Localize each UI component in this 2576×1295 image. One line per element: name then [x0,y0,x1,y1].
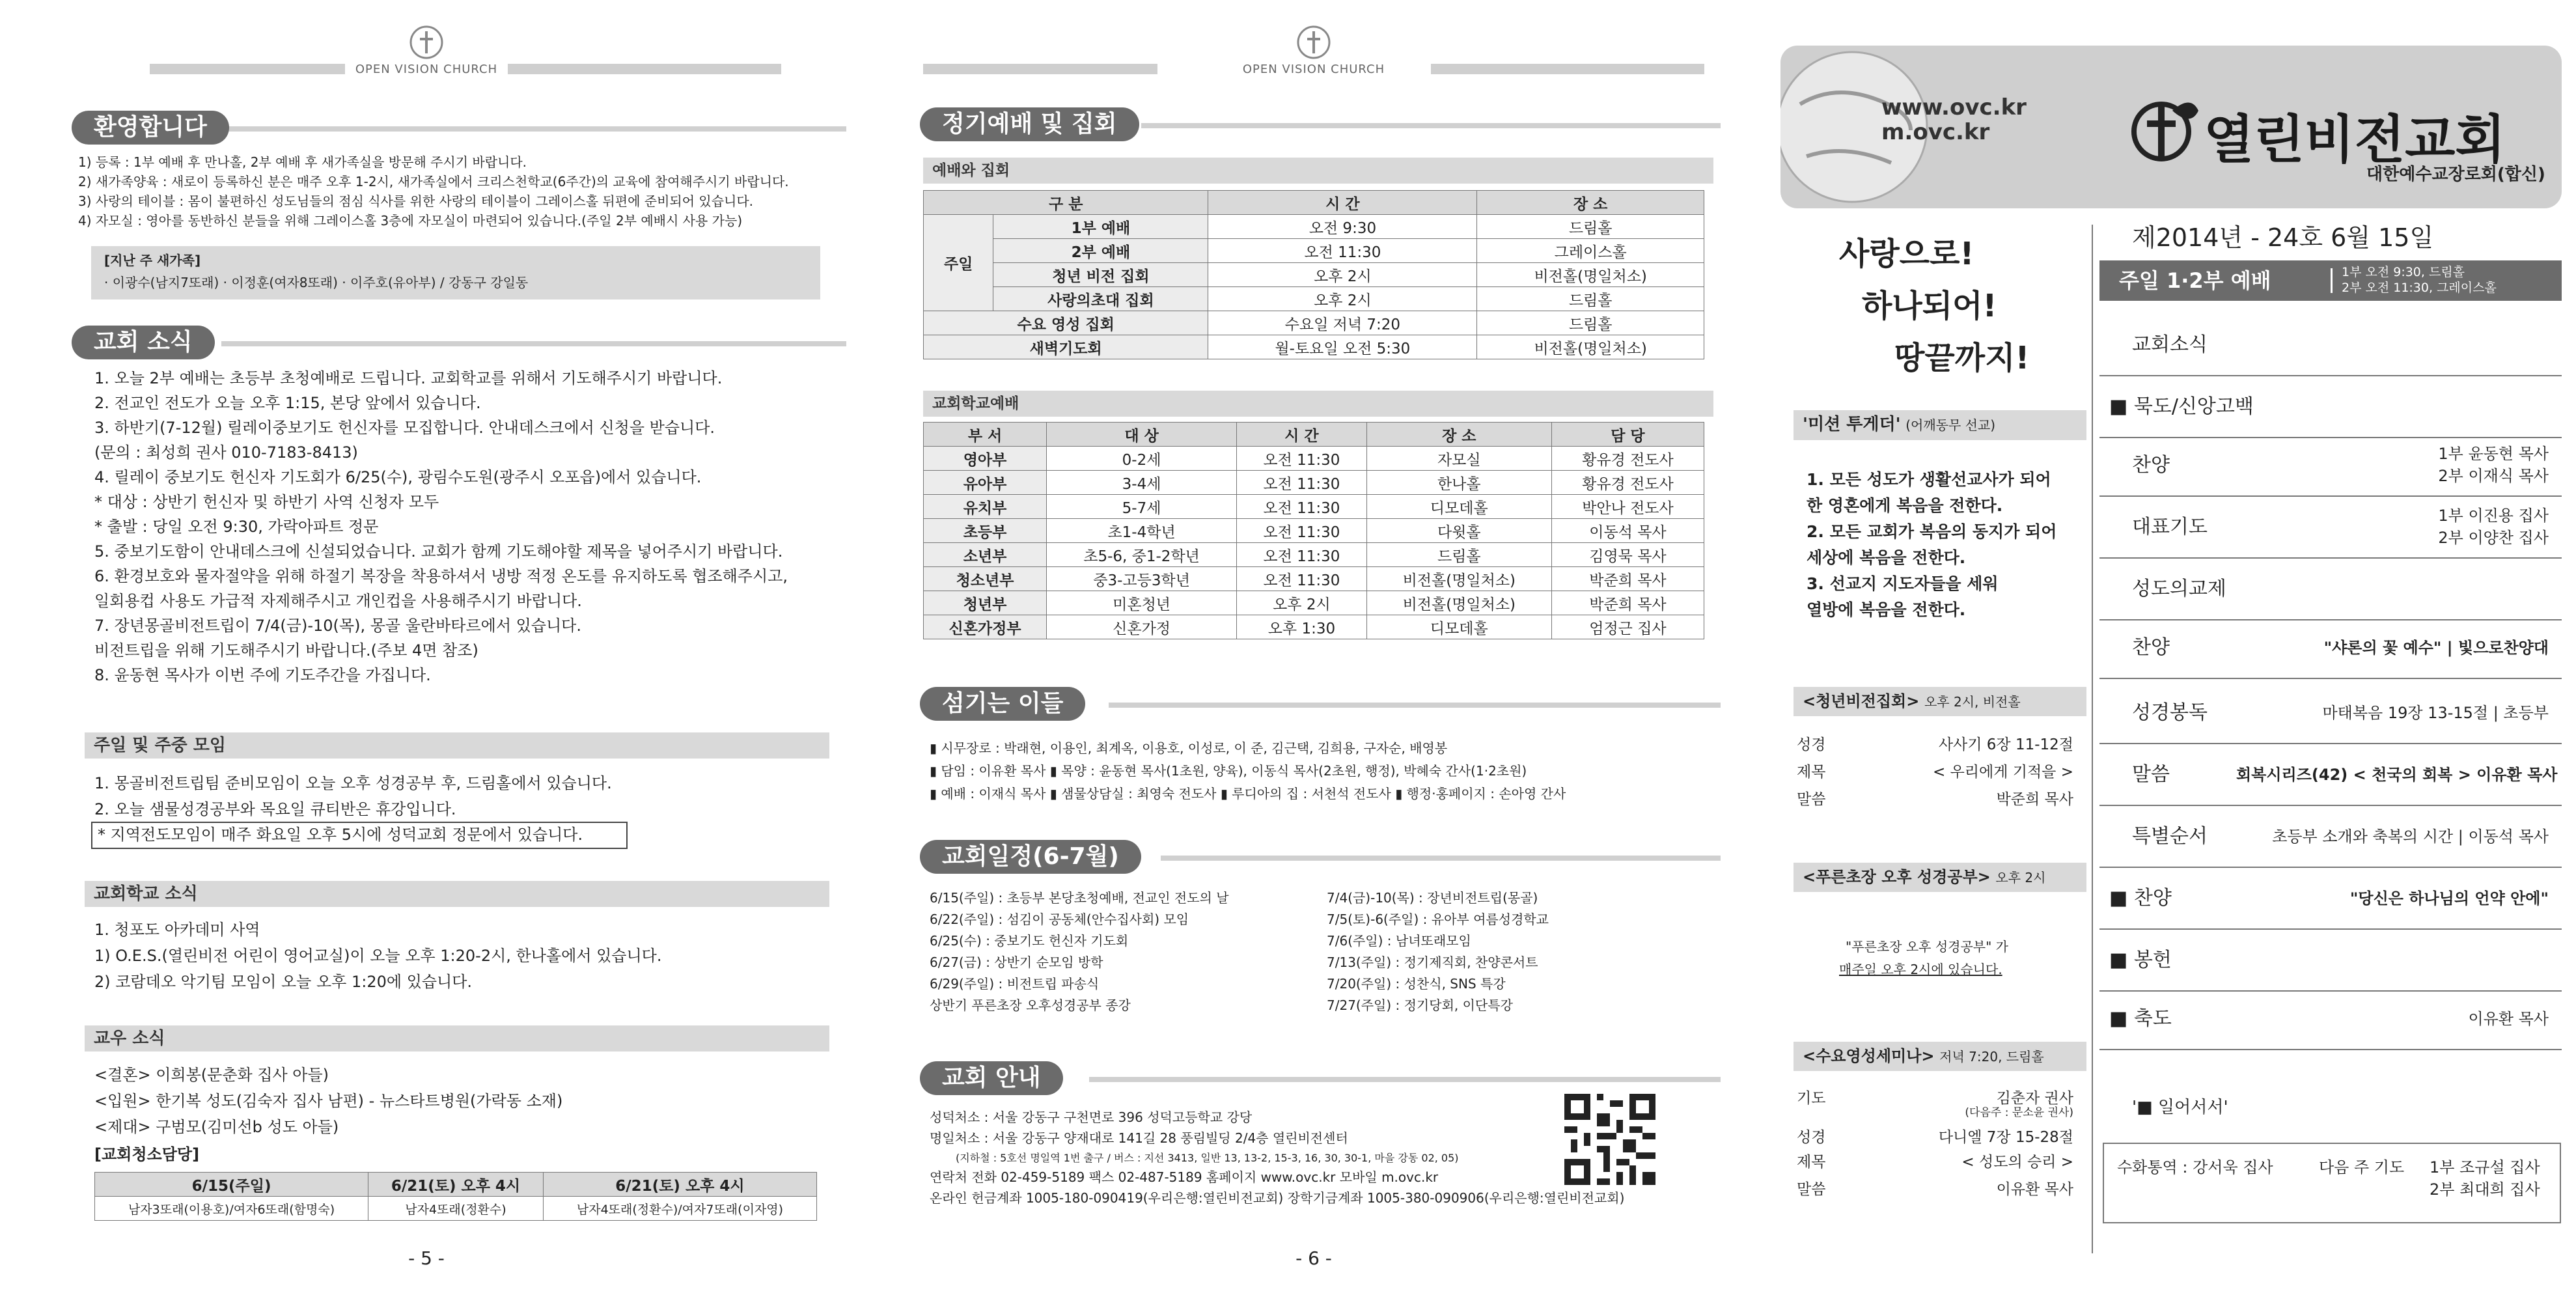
order-value: 2부 이재식 목사 [2438,467,2549,485]
slogan-line: 땅끝까지! [1894,340,2030,376]
section-title: 교회 안내 [920,1061,1063,1095]
church-name-en: OPEN VISION CHURCH [1242,63,1385,76]
divider [2099,867,2562,868]
section-title: 정기예배 및 집회 [920,107,1139,141]
divider [2099,375,2562,376]
page-5 [0,0,853,1295]
section-title: 교회일정(6-7월) [920,840,1141,874]
news-item: 7. 장년몽골비전트립이 7/4(금)-10(목), 몽골 울란바타르에서 있습니다. [94,617,581,635]
mission-line: 3. 선교지 지도자들을 세워 [1807,574,1999,593]
mission-line: 1. 모든 성도가 생활선교사가 되어 [1807,470,2051,489]
row-label: 성경 [1797,1129,1826,1146]
order-value: 회복시리즈(42) < 천국의 회복 > 이유환 목사 [2236,766,2558,784]
divider [2099,990,2562,992]
divider [2099,928,2562,930]
news-item: (문의 : 최성희 권사 010-7183-8413) [94,443,358,462]
divider [2099,743,2562,744]
news-item: 3. 하반기(7-12월) 릴레이중보기도 헌신자를 모집합니다. 안내데스크에서 신청을 받습니다. [94,419,715,437]
slogan-line: 사랑으로! [1839,236,1974,272]
table-row: 수요 영성 집회 수요일 저녁 7:20 드림홀 [924,311,1704,335]
service-banner: 주일 1·2부 예배 1부 오전 9:30, 드림홀 2부 오전 11:30, 그레이스홀 [2099,260,2562,301]
order-label: 성경봉독 [2132,701,2208,724]
news-item: 1. 오늘 2부 예배는 초등부 초청예배로 드립니다. 교회학교를 위해서 기도해주시기 바랍니다. [94,369,723,387]
table-row: 2부 예배 오전 11:30 그레이스홀 [924,239,1704,263]
order-label: 교회소식 [2132,333,2208,356]
table-row: 영아부 0-2세 오전 11:30 자모실 황유경 전도사 [924,447,1704,471]
schedule-item: 6/27(금) : 상반기 순모임 방학 [930,954,1103,970]
order-value: 1부 윤동현 목사 [2438,445,2549,463]
school-item: 1) O.E.S.(열린비전 어린이 영어교실)이 오늘 오후 1:20-2시, 한나홀에서 있습니다. [94,947,662,965]
news-item: 4. 릴레이 중보기도 헌신자 기도회가 6/25(수), 광림수도원(광주시 오포읍)에서 있습니다. [94,468,702,486]
order-label: 성도의교제 [2132,578,2226,600]
order-value: 초등부 소개와 축복의 시간 | 이동석 목사 [2272,828,2549,846]
denomination: 대한예수교장로회(합신) [2366,165,2545,184]
table-row: 청년부 미혼청년 오후 2시 비전홀(명일처소) 박준희 목사 [924,591,1704,615]
page-header [0,25,853,77]
order-value: 2부 이양찬 집사 [2438,529,2549,547]
meadow-note: "푸른초장 오후 성경공부" 가 [1846,939,2008,954]
slogan-line: 하나되어! [1862,288,1997,324]
church-logo-icon [1296,25,1331,60]
guide-line: 성덕처소 : 서울 강동구 구천면로 396 성덕고등학교 강당 [930,1109,1253,1125]
order-label: ■ 축도 [2109,1007,2172,1030]
order-label: ■ 묵도/신앙고백 [2109,395,2254,418]
divider [2099,678,2562,679]
table-row: 유치부 5-7세 오전 11:30 디모데홀 박안나 전도사 [924,495,1704,519]
divider [2099,1049,2562,1050]
divider [2099,619,2562,620]
section-title: 환영합니다 [72,111,229,145]
divider [2099,805,2562,806]
boxed-notice: * 지역전도모임이 매주 화요일 오후 5시에 성덕교회 정문에서 있습니다. [91,822,628,849]
member-item: <입원> 한기복 성도(김숙자 집사 남편) - 뉴스타트병원(가락동 소재) [94,1092,563,1110]
news-item: 2. 전교인 전도가 오늘 오후 1:15, 본당 앞에서 있습니다. [94,394,481,412]
welcome-item: 2) 새가족양육 : 새로이 등록하신 분은 매주 오후 1-2시, 새가족실에서 크리스천학교(6주간)의 교육에 참여해주시기 바랍니다. [78,174,789,189]
order-label: ■ 봉헌 [2109,949,2172,971]
table-row: 청년 비전 집회 오후 2시 비전홀(명일처소) [924,263,1704,287]
guide-line: (지하철 : 5호선 명일역 1번 출구 / 버스 : 지선 3413, 일반 13, 13-2, 15-3, 16, 30, 30-1, 마을 강동 02, 05) [956,1152,1459,1164]
new-family-box [91,246,820,299]
order-label: 대표기도 [2132,516,2208,538]
table-row: 유아부 3-4세 오전 11:30 한나홀 황유경 전도사 [924,471,1704,495]
order-label: 말씀 [2132,763,2170,786]
page-header [858,25,1769,77]
member-item: <결혼> 이희봉(문춘화 집사 아들) [94,1066,329,1084]
mission-line: 열방에 복음을 전한다. [1807,600,1966,619]
schedule-item: 7/6(주일) : 남녀또래모임 [1327,933,1471,949]
divider [2099,437,2562,438]
row-label: 제목 [1797,1154,1826,1171]
divider [2099,495,2562,497]
servers-line: ▮ 시무장로 : 박래현, 이용인, 최계옥, 이용호, 이성로, 이 준, 김근택, 김희용, 구자순, 배영봉 [930,740,1448,756]
church-logo-icon [2126,91,2204,169]
schedule-item: 7/27(주일) : 정기당회, 이단특강 [1327,997,1513,1013]
table-row: 초등부 초1-4학년 오전 11:30 다윗홀 이동석 목사 [924,519,1704,543]
wed-box: <수요영성세미나> 저녁 7:20, 드림홀 [1794,1042,2086,1071]
schedule-item: 6/29(주일) : 비전트립 파송식 [930,976,1100,992]
mission-line: 2. 모든 교회가 복음의 동지가 되어 [1807,522,2057,541]
welcome-item: 1) 등록 : 1부 예배 후 만나홀, 2부 예배 후 새가족실을 방문해 주시기 바랍니다. [78,154,527,170]
page-number: - 6 - [1295,1247,1332,1269]
mission-title-box: '미션 투게더' (어깨동무 선교) [1794,410,2086,440]
guide-line: 연락처 전화 02-459-5189 팩스 02-487-5189 홈페이지 www.ovc.kr 모바일 m.ovc.kr [930,1169,1439,1185]
cleaning-table: 6/15(주일) 6/21(토) 오후 4시 6/21(토) 오후 4시 남자3또래(이용호)/여자6또래(함명숙) 남자4또래(정환수) 남자4또래(정환수)/여자7또래(이자영) [94,1172,817,1221]
news-item: * 출발 : 당일 오전 9:30, 가락아파트 정문 [94,518,379,536]
table-row: 청소년부 중3-고등3학년 오전 11:30 비전홀(명일처소) 박준희 목사 [924,567,1704,591]
issue-number: 제2014년 - 24호 6월 15일 [2132,223,2434,252]
meadow-box: <푸른초장 오후 성경공부> 오후 2시 [1794,863,2086,892]
table-row: 소년부 초5-6, 중1-2학년 오전 11:30 드림홀 김영묵 목사 [924,543,1704,567]
page-6 [858,0,1769,1295]
divider [2099,557,2562,559]
row-value: (다음주 : 문소윤 권사) [1965,1106,2073,1119]
row-label: 말씀 [1797,791,1826,808]
row-label: 말씀 [1797,1181,1826,1198]
schedule-item: 7/20(주일) : 성찬식, SNS 특강 [1327,976,1506,992]
section-title: 섬기는 이들 [920,687,1085,721]
row-value: < 성도의 승리 > [1961,1154,2073,1171]
website-url[interactable]: www.ovc.kr [1881,94,2027,120]
row-value: 김춘자 권사 [1996,1090,2073,1107]
row-label: 제목 [1797,764,1826,781]
schedule-item: 7/4(금)-10(목) : 장년비전트립(몽골) [1327,890,1538,906]
subsection-title: 교회학교예배 [923,391,1713,417]
news-item: 6. 환경보호와 물자절약을 위해 하절기 복장을 착용하셔서 냉방 적정 온도를 유지하도록 협조해주시고, [94,567,788,585]
servers-line: ▮ 예배 : 이재식 목사 ▮ 샘물상담실 : 최영숙 전도사 ▮ 루디아의 집 : 서천석 전도사 ▮ 행정·홍페이지 : 손아영 간사 [930,786,1566,801]
youth-box: <청년비전집회> 오후 2시, 비전홀 [1794,687,2086,716]
welcome-item: 4) 자모실 : 영아를 동반하신 분들을 위해 그레이스홀 3층에 자모실이 마련되어 있습니다.(주일 2부 예배시 사용 가능) [78,213,743,229]
cover-banner [1780,46,2562,208]
schedule-item: 7/13(주일) : 정기제직회, 찬양콘서트 [1327,954,1538,970]
order-label: 찬양 [2132,636,2170,659]
cleaning-label: [교회청소담당] [94,1145,200,1163]
school-item: 1. 청포도 아카데미 사역 [94,921,260,939]
news-item: 비전트립을 위해 기도해주시기 바랍니다.(주보 4면 참조) [94,641,478,660]
servers-line: ▮ 담임 : 이유환 목사 ▮ 목양 : 윤동현 목사(1초원, 양육), 이동식 목사(2초원, 행정), 박혜숙 간사(1·2초원) [930,763,1527,779]
table-row: 새벽기도회 월-토요일 오전 5:30 비전홀(명일처소) [924,335,1704,359]
footer-box: 수화통역 : 강서욱 집사 다음 주 기도 1부 조규설 집사 2부 최대희 집사 [2103,1143,2561,1223]
news-item: * 대상 : 상반기 헌신자 및 하반기 사역 신청자 모두 [94,493,439,511]
order-value: "샤론의 꽃 예수" | 빛으로찬양대 [2323,639,2549,657]
schedule-item: 7/5(토)-6(주일) : 유아부 여름성경학교 [1327,912,1549,927]
welcome-item: 3) 사랑의 테이블 : 몸이 불편하신 성도님들의 점심 식사를 위한 사랑의 테이블이 그레이스홀 뒤편에 준비되어 있습니다. [78,193,754,209]
guide-line: 명일처소 : 서울 강동구 양재대로 141길 28 풍림빌딩 2/4층 열린비전센터 [930,1130,1348,1146]
order-label: 특별순서 [2132,825,2208,848]
table-row: 사랑의초대 집회 오후 2시 드림홀 [924,287,1704,311]
news-item: 5. 중보기도함이 안내데스크에 신설되었습니다. 교회가 함께 기도해야할 제목을 넣어주시기 바랍니다. [94,542,783,561]
mission-line: 한 영혼에게 복음을 전한다. [1807,496,2003,515]
subsection-title: 주일 및 주중 모임 [85,732,829,759]
member-item: <제대> 구범모(김미선b 성도 아들) [94,1118,339,1136]
page-number: - 5 - [408,1247,445,1269]
schedule-item: 6/22(주일) : 섬김이 공동체(안수집사회) 모임 [930,912,1189,927]
worship-table: 구 분 시 간 장 소 주일 1부 예배 오전 9:30 드림홀 2부 예배 오전 11:30 그레이스홀 청년 비전 집회 오후 2시 비전홀(명일처소) 사랑의초대 집회 오후 2시 드림홀 수요 영성 집회 수요일 저녁 7:20 드림홀 새벽기도회 월-토요일 오전 5:30 비전홀(명일처소) [923,190,1704,359]
church-name-en: OPEN VISION CHURCH [355,63,498,76]
church-name: 열린비전교회 [2204,109,2506,170]
table-row: 주일 1부 예배 오전 9:30 드림홀 [924,215,1704,239]
page-cover [1780,0,2576,1295]
row-label: 성경 [1797,736,1826,753]
order-label: ■ 찬양 [2109,887,2172,910]
news-item: 8. 윤동현 목사가 이번 주에 기도주간을 가집니다. [94,666,431,684]
order-value: 1부 이진용 집사 [2438,507,2549,525]
meadow-note: 매주일 오후 2시에 있습니다. [1839,962,2002,977]
subsection-title: 예배와 집회 [923,158,1713,184]
news-item: 일회용컵 사용도 가급적 자제해주시고 개인컵을 사용해주시기 바랍니다. [94,592,582,610]
guide-line: 온라인 헌금계좌 1005-180-090419(우리은행:열린비전교회) 장학기금계좌 1005-380-090906(우리은행:열린비전교회) [930,1190,1625,1206]
mission-line: 세상에 복음을 전한다. [1807,548,1966,567]
schedule-item: 상반기 푸른초장 오후성경공부 종강 [930,997,1131,1013]
row-value: 이유환 목사 [1996,1181,2073,1198]
meeting-item: 1. 몽골비전트립팀 준비모임이 오늘 오후 성경공부 후, 드림홀에서 있습니다. [94,774,612,792]
row-value: 사사기 6장 11-12절 [1938,736,2073,753]
section-title: 교회 소식 [72,326,215,359]
order-label: 찬양 [2132,454,2170,477]
row-value: 다니엘 7장 15-28절 [1938,1129,2073,1146]
school-worship-table: 부 서 대 상 시 간 장 소 담 당 영아부 0-2세 오전 11:30 자모실 황유경 전도사 유아부 3-4세 오전 11:30 한나홀 황유경 전도사 유치부 5-7세 오전 11:30 디모데홀 박안나 전도사 초등부 초1-4학년 오전 11:30 다윗홀 이동석 목사 소년부 초5-6, 중1-2학년 오전 11:30 드림홀 김영묵 목사 청소년부 중3-고등3학년 오전 11:30 비전홀(명일처소) 박준희 목사 청년부 미혼청년 오후 2시 비전홀(명일처소) 박준희 목사 신혼가정부 신혼가정 오후 1:30 디모데홀 엄정근 집사 [923,422,1704,639]
subsection-title: 교회학교 소식 [85,881,829,907]
qr-code-icon[interactable] [1564,1094,1655,1185]
mobile-url[interactable]: m.ovc.kr [1881,119,1990,145]
order-value: "당신은 하나님의 언약 안에" [2349,889,2549,908]
new-family-label: [지난 주 새가족] [104,253,201,268]
schedule-item: 6/15(주일) : 초등부 본당초청예배, 전교인 전도의 날 [930,890,1229,906]
subsection-title: 교우 소식 [85,1025,829,1051]
row-value: 박준희 목사 [1996,791,2073,808]
order-value: 이유환 목사 [2468,1010,2549,1028]
row-label: 기도 [1797,1090,1826,1107]
row-value: < 우리에게 기적을 > [1932,764,2073,781]
school-item: 2) 코람데오 악기팀 모임이 오늘 오후 1:20에 있습니다. [94,973,473,991]
meeting-item: 2. 오늘 샘물성경공부와 목요일 큐티반은 휴강입니다. [94,800,456,818]
order-value: 마태복음 19장 13-15절 | 초등부 [2322,704,2549,722]
church-logo-icon [409,25,444,60]
schedule-item: 6/25(수) : 중보기도 헌신자 기도회 [930,933,1129,949]
rise-note: '■ 일어서서' [2132,1098,2228,1117]
table-row: 신혼가정부 신혼가정 오후 1:30 디모데홀 엄정근 집사 [924,615,1704,639]
new-family-names: · 이광수(남지7또래) · 이정훈(여자8또래) · 이주호(유아부) / 강동구 강일동 [104,275,529,290]
